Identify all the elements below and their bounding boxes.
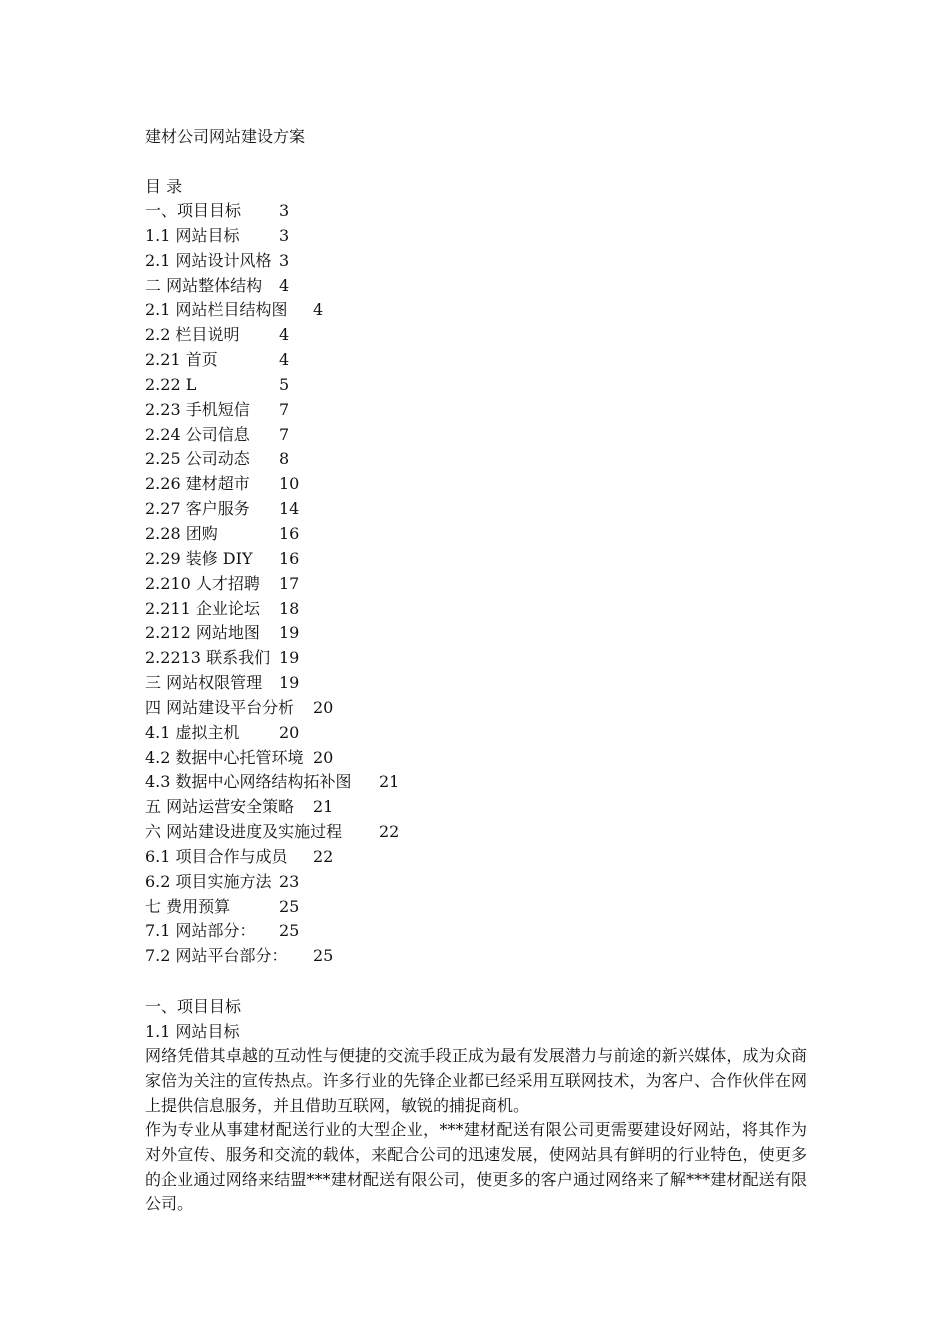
toc-entry[interactable] [145,770,810,795]
toc-entry-title: 七 费用预算 [145,896,231,916]
toc-heading: 目 录 [145,177,183,196]
paragraph: 网络凭借其卓越的互动性与便捷的交流手段正成为最有发展潜力与前途的新兴媒体，成为众商家倍为关注的宣传热点。许多行业的先锋企业都已经采用互联网技术，为客户、合作伙伴在网上提供信息服务，并且借助互联网，敏锐的捕捉商机。 [145,1046,807,1115]
toc-entry-page: 18 [279,598,300,618]
toc-entry[interactable] [145,423,810,448]
toc-entry-page: 14 [279,499,300,519]
toc-entry-title: 7.1 网站部分： [145,921,256,941]
toc-entry-page: 25 [313,946,334,966]
toc-entry-title: 六 网站建设进度及实施过程 [145,822,343,842]
toc-entry-title: 7.2 网站平台部分： [145,946,288,966]
toc-entry[interactable] [145,398,810,423]
toc-entry[interactable] [145,944,810,969]
toc-entry-page: 19 [279,648,300,668]
toc-entry[interactable] [145,249,810,274]
toc-entry-title: 2.2213 联系我们 [145,648,271,668]
toc-entry[interactable] [145,522,810,547]
toc-entry-title: 2.22 L [145,374,197,394]
toc-entry-title: 2.26 建材超市 [145,474,250,494]
spacer [145,149,810,174]
toc-entry[interactable] [145,373,810,398]
table-of-contents [145,199,810,969]
document-title: 建材公司网站建设方案 [145,127,306,146]
toc-entry-title: 一、项目目标 [145,201,242,220]
toc-entry[interactable] [145,746,810,771]
spacer [145,969,810,994]
toc-entry-page: 19 [279,623,300,643]
toc-entry-page: 25 [279,896,300,916]
toc-entry-page: 3 [279,201,290,220]
toc-entry-page: 21 [313,797,334,817]
toc-entry-title: 2.1 网站设计风格 [145,250,272,270]
toc-entry-page: 20 [279,722,300,742]
toc-entry-title: 4.2 数据中心托管环境 [145,747,304,767]
paragraph: 作为专业从事建材配送行业的大型企业，***建材配送有限公司更需要建设好网站，将其作为对外宣传、服务和交流的载体，来配合公司的迅速发展，使网站具有鲜明的行业特色，使更多的企业通过网络来结盟***建材配送有限公司，使更多的客户通过网络来了解***建材配送有限公司。 [145,1120,807,1214]
toc-entry-title: 1.1 网站目标 [145,225,240,245]
toc-entry[interactable] [145,472,810,497]
toc-entry-title: 2.210 人才招聘 [145,573,260,593]
subsection-heading: 1.1 网站目标 [145,1022,240,1042]
toc-entry-page: 16 [279,523,300,543]
toc-entry-title: 2.29 装修 DIY [145,548,253,568]
toc-entry-page: 22 [379,822,400,842]
toc-entry[interactable] [145,621,810,646]
toc-entry-page: 23 [279,871,300,891]
toc-entry[interactable] [145,274,810,299]
toc-entry[interactable] [145,447,810,472]
toc-entry-title: 2.1 网站栏目结构图 [145,300,288,320]
toc-entry-title: 2.25 公司动态 [145,449,250,469]
toc-entry[interactable] [145,895,810,920]
toc-entry-title: 4.1 虚拟主机 [145,722,240,742]
toc-entry-title: 6.2 项目实施方法 [145,871,272,891]
section-heading: 一、项目目标 [145,997,242,1017]
toc-entry-title: 2.2 栏目说明 [145,325,240,345]
toc-entry-title: 五 网站运营安全策略 [145,797,295,817]
toc-entry[interactable] [145,646,810,671]
toc-entry-page: 8 [279,449,290,469]
toc-entry-page: 25 [279,921,300,941]
toc-entry-title: 2.21 首页 [145,350,218,370]
toc-entry[interactable] [145,795,810,820]
toc-entry-title: 6.1 项目合作与成员 [145,846,288,866]
toc-entry-page: 10 [279,474,300,494]
toc-entry[interactable] [145,721,810,746]
toc-entry[interactable] [145,572,810,597]
toc-entry-page: 21 [379,772,400,792]
toc-entry[interactable] [145,820,810,845]
toc-entry-page: 4 [279,325,290,345]
toc-entry-page: 16 [279,548,300,568]
toc-entry-page: 4 [279,350,290,370]
toc-entry-title: 四 网站建设平台分析 [145,697,295,717]
toc-entry-title: 2.28 团购 [145,523,218,543]
toc-entry-page: 20 [313,747,334,767]
toc-entry[interactable] [145,597,810,622]
toc-entry[interactable] [145,696,810,721]
toc-entry[interactable] [145,547,810,572]
toc-entry[interactable] [145,845,810,870]
toc-entry-page: 4 [313,300,324,320]
toc-entry-page: 3 [279,250,290,270]
toc-entry-page: 5 [279,374,290,394]
toc-entry[interactable] [145,298,810,323]
toc-entry-title: 4.3 数据中心网络结构拓补图 [145,772,352,792]
toc-entry[interactable] [145,199,810,224]
toc-entry[interactable] [145,919,810,944]
toc-entry-page: 19 [279,673,300,693]
toc-entry[interactable] [145,224,810,249]
toc-entry-title: 2.211 企业论坛 [145,598,260,618]
toc-entry-page: 7 [279,399,290,419]
toc-entry[interactable] [145,671,810,696]
toc-entry[interactable] [145,348,810,373]
toc-entry-page: 22 [313,846,334,866]
toc-entry[interactable] [145,323,810,348]
toc-entry-title: 2.212 网站地图 [145,623,260,643]
toc-entry-title: 2.24 公司信息 [145,424,250,444]
toc-entry-page: 4 [279,275,290,295]
toc-entry-title: 2.27 客户服务 [145,499,250,519]
toc-entry-title: 2.23 手机短信 [145,399,250,419]
toc-entry-page: 20 [313,697,334,717]
toc-entry-page: 7 [279,424,290,444]
toc-entry[interactable] [145,870,810,895]
toc-entry[interactable] [145,497,810,522]
toc-entry-title: 二 网站整体结构 [145,275,263,295]
toc-entry-page: 17 [279,573,300,593]
toc-entry-title: 三 网站权限管理 [145,673,263,693]
toc-entry-page: 3 [279,225,290,245]
